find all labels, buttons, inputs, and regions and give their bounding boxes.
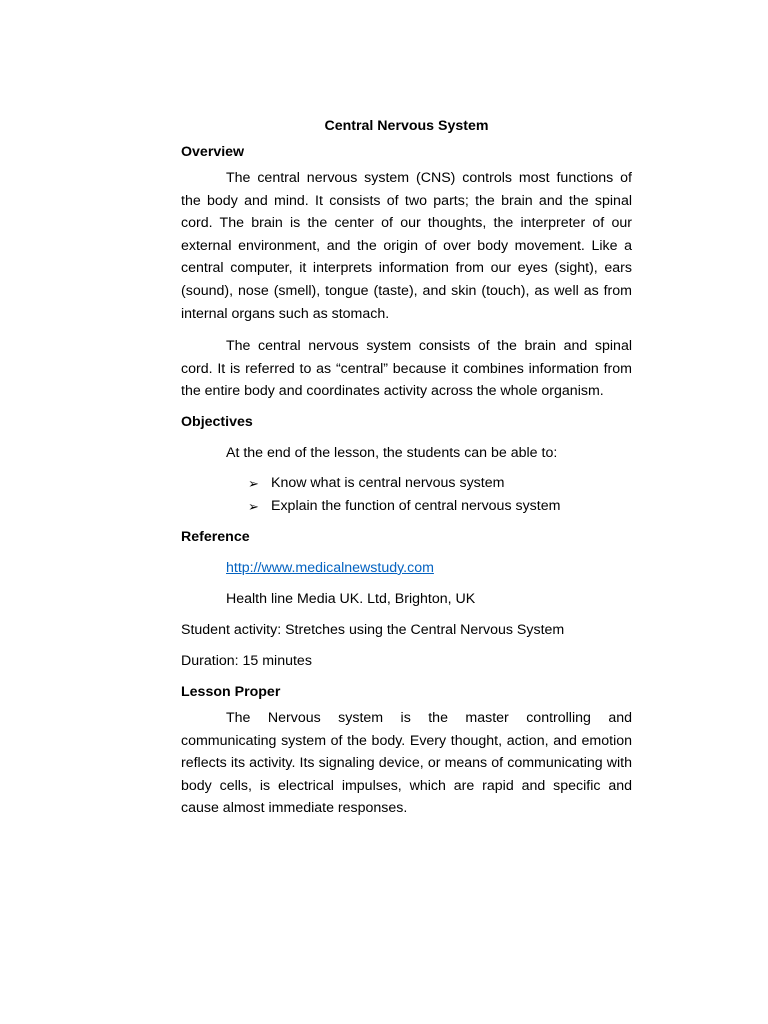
lesson-proper-heading: Lesson Proper (181, 683, 281, 700)
arrow-bullet-icon: ➢ (248, 475, 259, 491)
lesson-proper-paragraph: The Nervous system is the master controlling and communicating system of the body. Every thought, action, and emotion reflects its activity. Its signaling device, or means of communicating with body cells, is electrical impulses, which are rapid and specific and cause almost immediate responses. (181, 709, 632, 817)
reference-source: Health line Media UK. Ltd, Brighton, UK (226, 590, 476, 607)
arrow-bullet-icon: ➢ (248, 498, 259, 514)
objective-item-text: Explain the function of central nervous system (271, 497, 561, 514)
duration: Duration: 15 minutes (181, 652, 312, 669)
document-title: Central Nervous System (324, 118, 489, 134)
reference-link-line (181, 559, 632, 577)
reference-heading: Reference (181, 528, 250, 545)
objectives-intro: At the end of the lesson, the students can be able to: (226, 444, 558, 461)
reference-link[interactable]: http://www.medicalnewstudy.com (226, 559, 434, 576)
objective-item-text: Know what is central nervous system (271, 474, 505, 491)
student-activity: Student activity: Stretches using the Central Nervous System (181, 621, 565, 638)
list-item (248, 472, 632, 495)
objectives-list (181, 472, 632, 518)
overview-paragraph-1: The central nervous system (CNS) controls most functions of the body and mind. It consists of two parts; the brain and the spinal cord. The brain is the center of our thoughts, the interpreter of our external environment, and the origin of over body movement. Like a central computer, it interprets information from our eyes (sight), ears (sound), nose (smell), tongue (taste), and skin (touch), as well as from internal organs such as stomach. (181, 170, 632, 322)
list-item (248, 495, 632, 518)
objectives-heading: Objectives (181, 413, 253, 430)
document-page (181, 117, 632, 820)
overview-heading: Overview (181, 144, 245, 160)
overview-paragraph-2: The central nervous system consists of the brain and spinal cord. It is referred to as “central” because it combines information from the entire body and coordinates activity across the whole organism. (181, 338, 632, 400)
